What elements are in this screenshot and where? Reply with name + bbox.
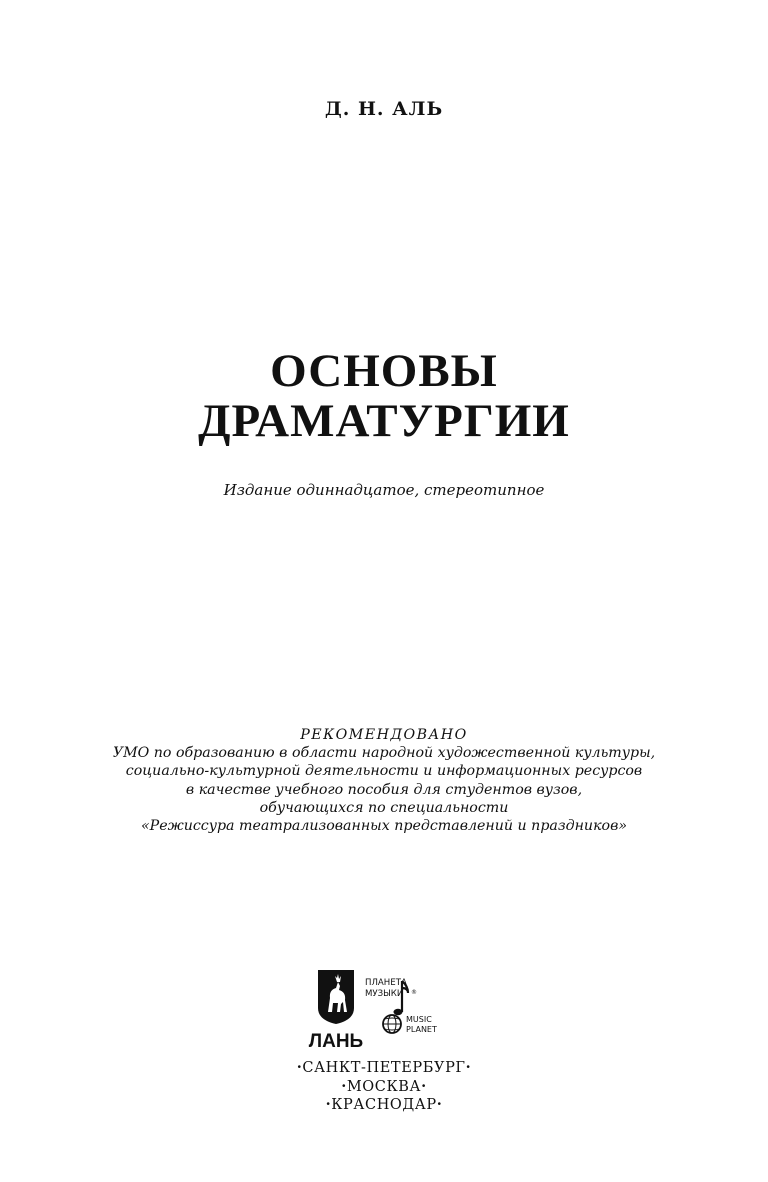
music-logo-en-line-2: PLANET — [406, 1025, 437, 1034]
publisher-logos — [308, 968, 456, 1054]
cities-block — [0, 1059, 768, 1115]
title-line-1: ОСНОВЫ — [270, 345, 498, 397]
recommendation-line: в качестве учебного пособия для студентов вузов, — [185, 781, 583, 798]
city-line — [0, 1096, 768, 1115]
title-line-2: ДРАМАТУРГИИ — [198, 395, 570, 447]
recommendation-line: социально-культурной деятельности и информационных ресурсов — [125, 763, 643, 780]
note-icon — [402, 981, 408, 1012]
bullet-dot-icon: · — [341, 1077, 347, 1095]
music-planet-logo — [365, 978, 437, 1034]
bullet-dot-icon: · — [465, 1059, 472, 1076]
music-logo-ru-line-2: МУЗЫКИ — [365, 989, 404, 999]
bullet-dot-icon: · — [296, 1059, 303, 1076]
lan-logo — [309, 970, 363, 1052]
edition-note: Издание одиннадцатое, стереотипное — [223, 481, 545, 499]
city-name: КРАСНОДАР — [331, 1097, 437, 1113]
globe-icon — [383, 1015, 401, 1033]
city-name: МОСКВА — [346, 1078, 422, 1095]
recommendation-line: обучающихся по специальности — [259, 799, 509, 816]
bullet-dot-icon: · — [421, 1077, 427, 1095]
bullet-dot-icon: · — [436, 1096, 443, 1113]
registered-mark: ® — [411, 989, 417, 996]
book-title — [0, 346, 768, 446]
city-name: САНКТ-ПЕТЕРБУРГ — [302, 1060, 466, 1076]
recommendation-block — [0, 726, 768, 835]
city-line — [0, 1078, 768, 1097]
lan-logo-text: ЛАНЬ — [308, 1031, 364, 1052]
music-logo-en-line-1: MUSIC — [406, 1015, 432, 1024]
recommendation-heading: РЕКОМЕНДОВАНО — [300, 727, 468, 743]
recommendation-line: «Режиссура театрализованных представлений и праздников» — [140, 818, 628, 835]
music-logo-ru-line-1: ПЛАНЕТА — [365, 978, 407, 988]
author-name: Д. Н. АЛЬ — [324, 98, 444, 120]
recommendation-line: УМО по образованию в области народной художественной культуры, — [112, 745, 656, 762]
bullet-dot-icon: · — [325, 1096, 332, 1113]
city-line — [0, 1059, 768, 1078]
